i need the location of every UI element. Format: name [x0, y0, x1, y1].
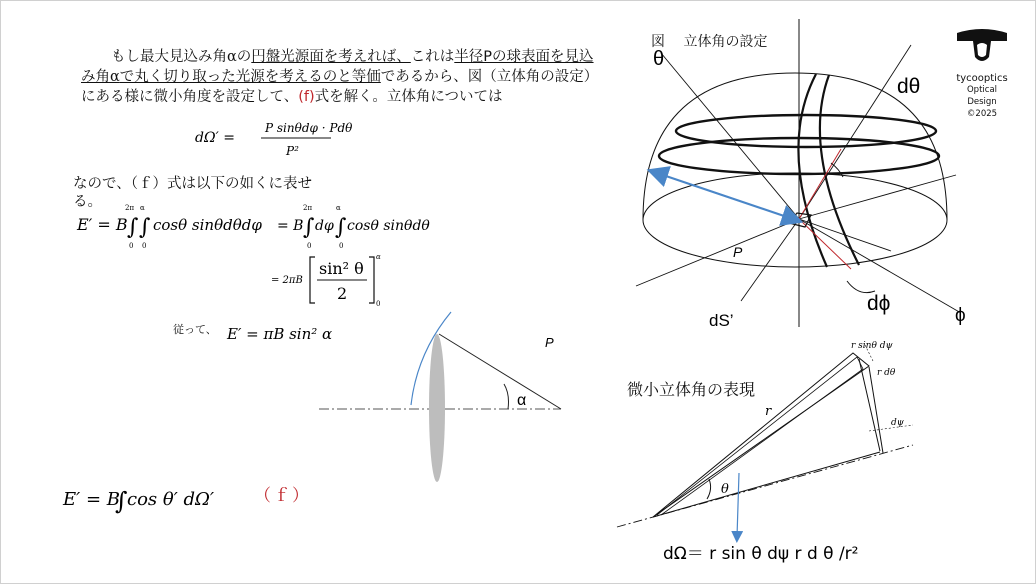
dphi-label: dϕ — [867, 292, 891, 315]
ray-line — [439, 334, 561, 409]
integral-sign: ∫ — [139, 215, 151, 240]
right-bracket — [369, 257, 374, 303]
integral-sign: ∫ — [115, 487, 128, 515]
theta-arc — [707, 479, 711, 499]
e-prime-lhs: E′ = B — [77, 215, 128, 234]
upper-limit: α — [336, 204, 341, 212]
cone-inner — [657, 357, 863, 515]
therefore-label: 従って、 — [173, 323, 217, 336]
theta-label: θ — [653, 48, 665, 70]
ds-label: dS’ — [709, 311, 734, 330]
angle-arc — [504, 384, 509, 409]
alpha-symbol: α — [110, 69, 120, 85]
micro-theta-label: θ — [721, 482, 729, 497]
rsin-label: r sinθ dψ — [851, 341, 893, 351]
dphi-arc — [847, 281, 875, 293]
radius-arrow — [657, 173, 793, 219]
equation-f — [62, 487, 214, 515]
bracket-upper-limit: α — [376, 253, 381, 261]
hemisphere-figure — [636, 19, 961, 327]
upper-limit: 2π — [125, 204, 135, 212]
underlined-text: 半径Pの球表面を見込み角 — [81, 49, 594, 85]
denominator-two: 2 — [337, 284, 348, 303]
domega-numerator: P sinθdφ · Pdθ — [265, 121, 353, 135]
figure-title: 図 立体角の設定 — [651, 34, 768, 50]
lower-limit: 0 — [307, 242, 312, 250]
sin-squared: sin² θ — [319, 259, 364, 278]
f-label: （ｆ） — [254, 486, 311, 505]
f-equation-lhs: E′ = B — [63, 489, 120, 510]
text-segment: これは — [410, 49, 455, 65]
radial-line — [636, 219, 799, 286]
domega-lhs: dΩ′ = — [195, 130, 235, 146]
domega-denominator: P² — [286, 144, 299, 158]
text-segment: もし最大見込み角 — [111, 49, 227, 65]
text-segment: 式を解く。立体角については — [314, 89, 503, 105]
equation-e-prime-double-integral — [76, 204, 430, 250]
rdtheta-label: r dθ — [877, 368, 896, 378]
upper-limit: 2π — [303, 204, 313, 212]
two-pi-b: = 2πB — [271, 275, 303, 286]
text-segment: の — [236, 49, 252, 65]
f-equation-integrand: cos θ′ dΩ′ — [127, 489, 215, 510]
section-title-micro-solid-angle: 微小立体角の表現 — [627, 380, 756, 399]
ground-ray — [653, 452, 880, 517]
cos-sin-term: cosθ sinθdθ — [347, 218, 430, 234]
lens-alpha-label: α — [517, 392, 527, 409]
left-bracket — [310, 257, 315, 303]
phi-label: ϕ — [955, 305, 966, 326]
lens-p-label: P — [545, 335, 554, 350]
e-prime-middle: = B — [277, 218, 304, 234]
lower-limit: 0 — [339, 242, 344, 250]
text-segment: であるから、図（立体角の設定）にある様に微小角度を設定して、 — [81, 69, 599, 105]
integral-sign: ∫ — [127, 215, 139, 240]
f-reference: (f) — [298, 89, 315, 105]
micro-solid-angle-figure — [617, 345, 913, 537]
r-label: r — [765, 404, 772, 419]
lower-limit: 0 — [129, 242, 134, 250]
upper-limit: α — [140, 204, 145, 212]
equation-evaluated — [271, 253, 381, 308]
logo-year: ©2025 — [966, 109, 998, 119]
integral-sign: ∫ — [335, 215, 347, 240]
lower-limit: 0 — [142, 242, 147, 250]
dtheta-label: dθ — [897, 75, 921, 98]
dpsi-label: dψ — [891, 418, 904, 428]
underlined-text: 円盤光源面を考えれば、 — [251, 49, 411, 65]
alpha-symbol: α — [227, 49, 237, 65]
normal-arrow — [737, 473, 739, 537]
transition-text: なので、（ｆ）式は以下の如くに表せる。 — [73, 176, 312, 210]
logo-name: tycooptics — [956, 73, 1008, 84]
radial-line — [799, 45, 911, 219]
dphi-term: dφ — [315, 218, 334, 234]
underlined-text: で丸く切り取った光源を考えるのと等価 — [119, 69, 381, 85]
logo-subtitle: Optical Design — [966, 85, 998, 107]
hemisphere-p-label: P — [733, 244, 743, 260]
bracket-lower-limit: 0 — [376, 300, 381, 308]
solid-angle-formula: dΩ＝ r sin θ dψ r d θ /r² — [663, 544, 859, 564]
lens-diagram — [319, 312, 561, 482]
figures-canvas — [1, 1, 1036, 584]
meridian-2 — [820, 75, 859, 265]
result-equation: E′ = πB sin² α — [227, 325, 333, 343]
equation-domega — [195, 121, 353, 158]
base-ellipse — [643, 173, 947, 267]
e-prime-integrand: cosθ sinθdθdφ — [153, 216, 262, 234]
integral-sign: ∫ — [303, 215, 315, 240]
lens-ellipse — [429, 334, 445, 482]
